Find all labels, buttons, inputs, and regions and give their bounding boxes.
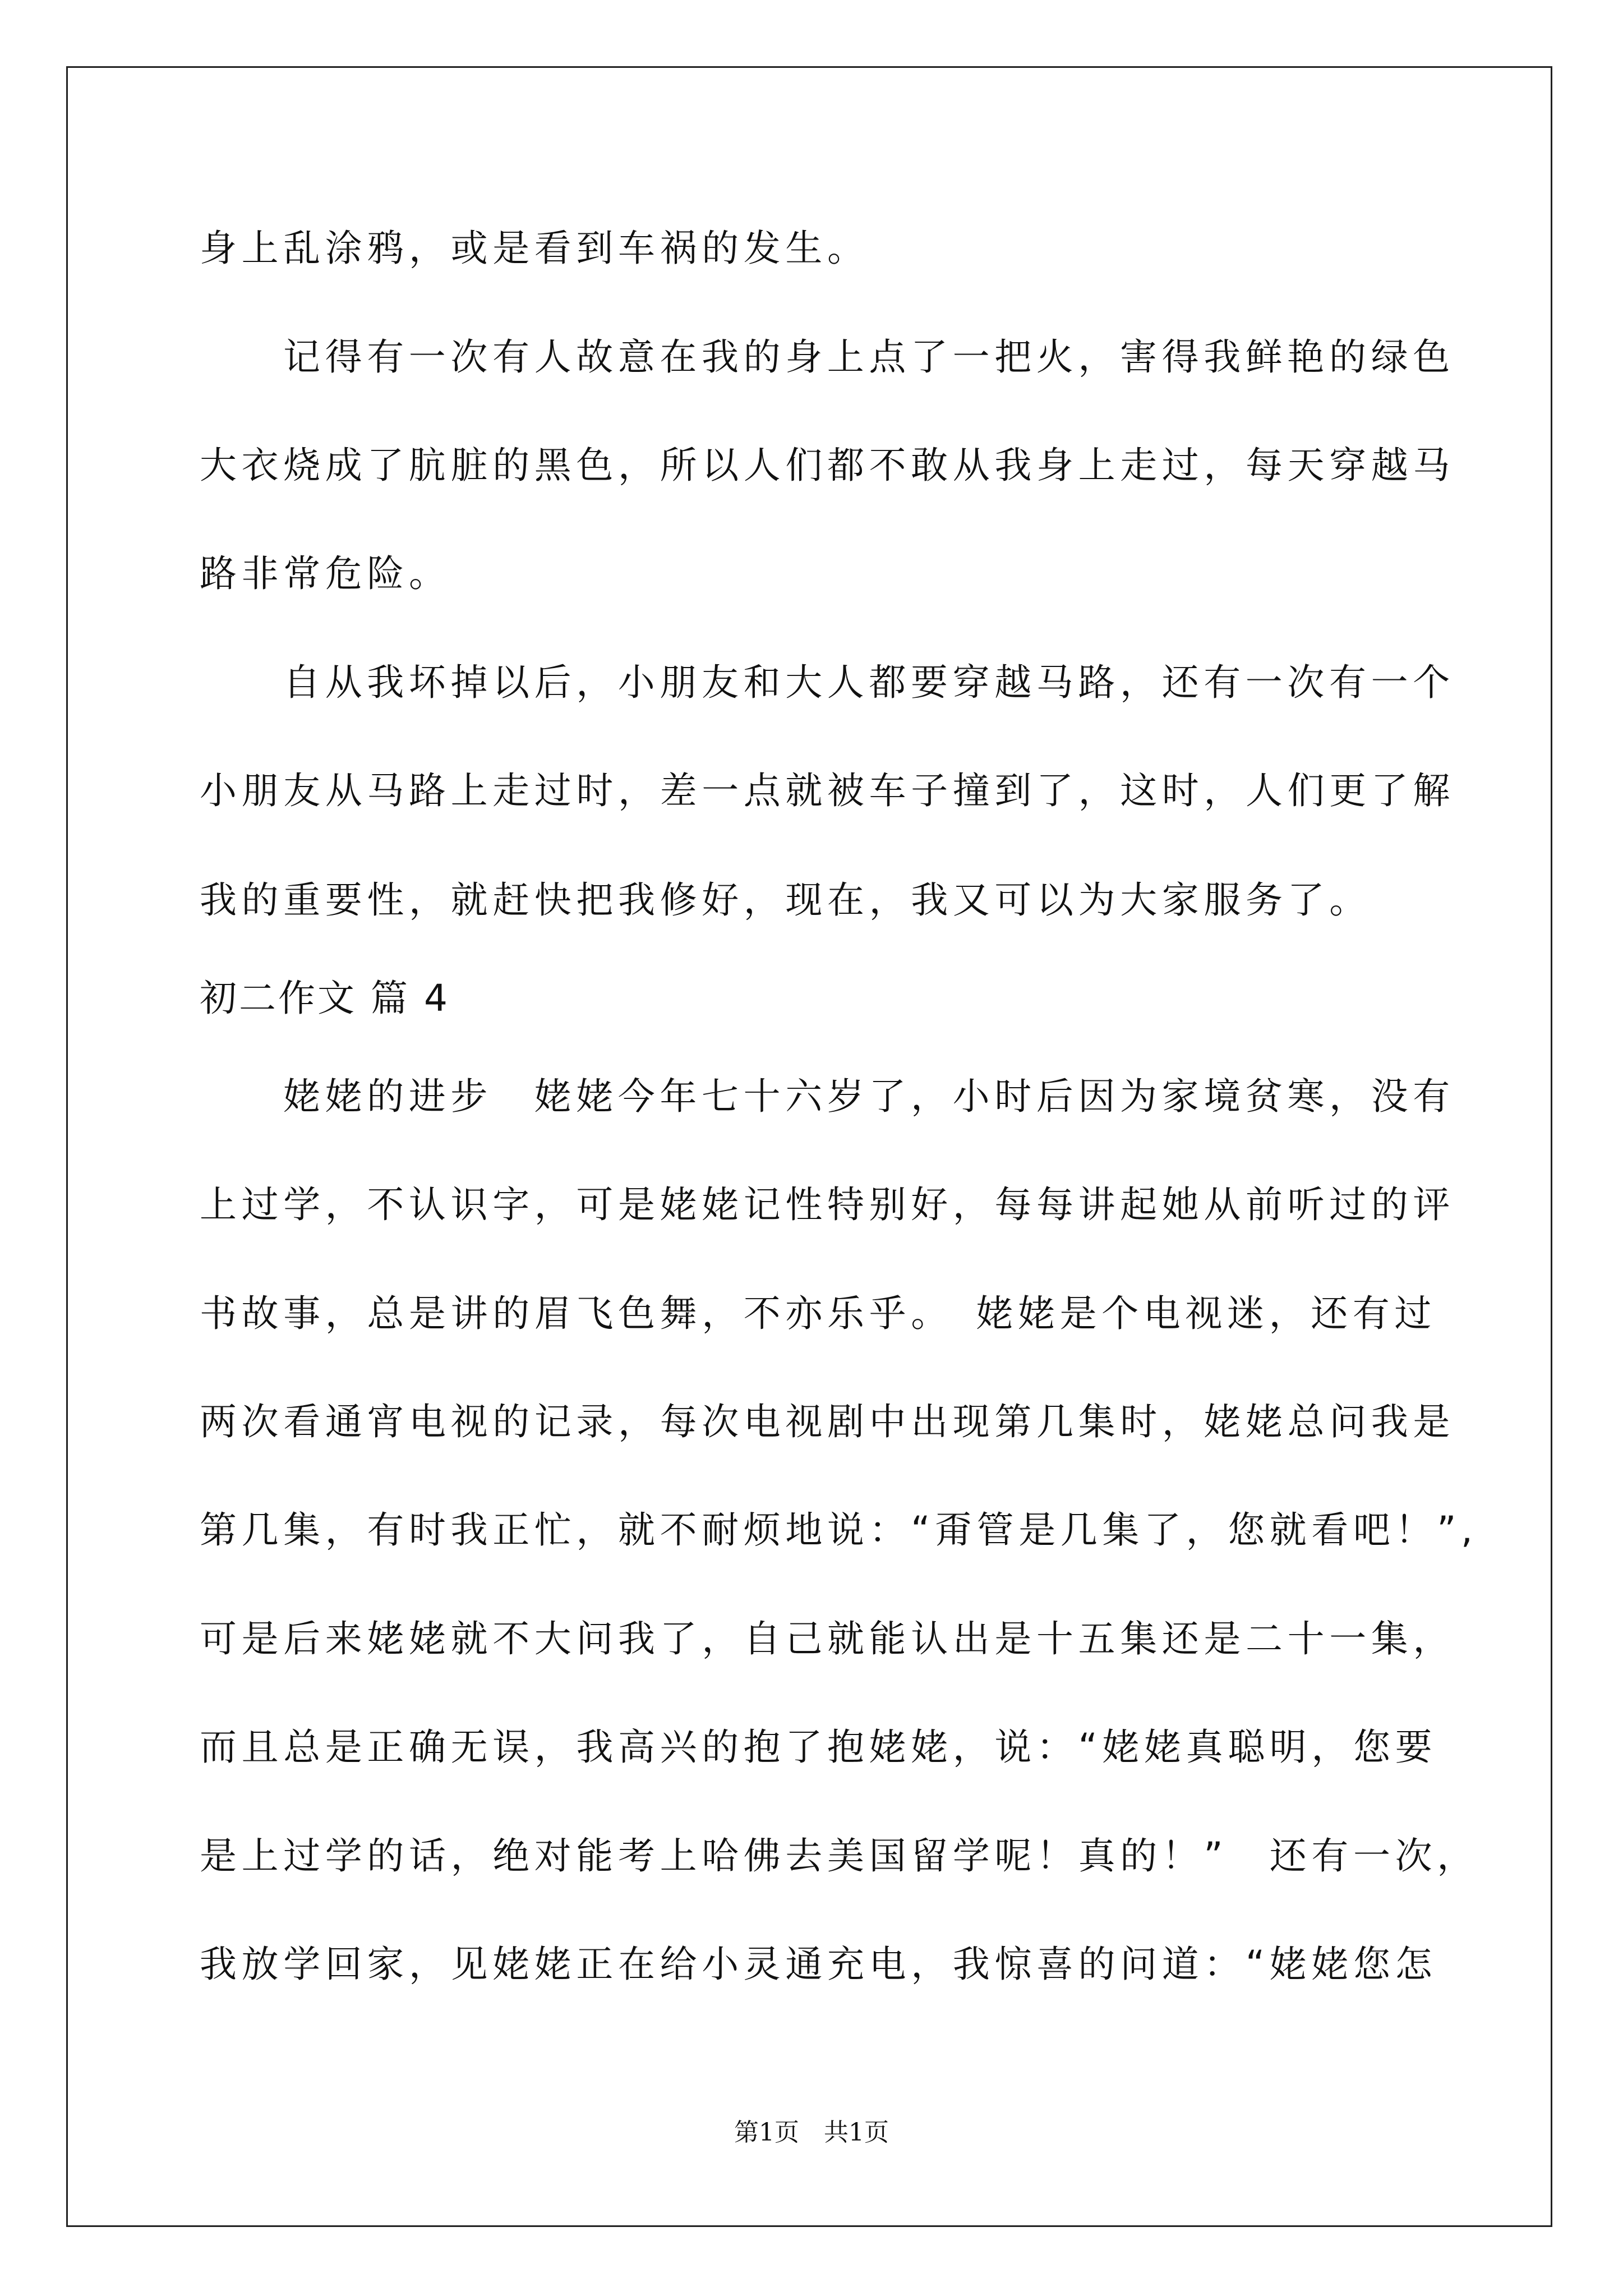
page-border [66, 66, 1552, 2227]
page-number-footer: 第1页 共1页 [734, 2118, 889, 2147]
text-line: 而且总是正确无误，我高兴的抱了抱姥姥，说：“姥姥真聪明，您要 [200, 1726, 1437, 1769]
text-line: 身上乱涂鸦，或是看到车祸的发生。 [200, 227, 869, 270]
text-line: 上过学，不认识字，可是姥姥记性特别好，每每讲起她从前听过的评 [200, 1183, 1455, 1226]
text-line: 自从我坏掉以后，小朋友和大人都要穿越马路，还有一次有一个 [283, 661, 1455, 704]
section-heading: 初二作文 篇 4 [200, 977, 450, 1020]
text-line: 大衣烧成了肮脏的黑色，所以人们都不敢从我身上走过，每天穿越马 [200, 444, 1455, 487]
text-line: 姥姥的进步 姥姥今年七十六岁了，小时后因为家境贫寒，没有 [283, 1075, 1455, 1118]
text-line: 可是后来姥姥就不大问我了，自己就能认出是十五集还是二十一集， [200, 1617, 1455, 1660]
text-line: 小朋友从马路上走过时，差一点就被车子撞到了，这时，人们更了解 [200, 769, 1455, 812]
text-line: 路非常危险。 [200, 552, 451, 595]
text-line: 两次看通宵电视的记录，每次电视剧中出现第几集时，姥姥总问我是 [200, 1400, 1455, 1443]
text-line: 第几集，有时我正忙，就不耐烦地说：“甭管是几集了，您就看吧！”, [200, 1508, 1478, 1552]
text-line: 记得有一次有人故意在我的身上点了一把火，害得我鲜艳的绿色 [283, 335, 1455, 379]
text-line: 书故事，总是讲的眉飞色舞，不亦乐乎。 姥姥是个电视迷，还有过 [200, 1292, 1436, 1335]
text-line: 是上过学的话，绝对能考上哈佛去美国留学呢！真的！” 还有一次， [200, 1834, 1479, 1878]
text-line: 我放学回家，见姥姥正在给小灵通充电，我惊喜的问道：“姥姥您怎 [200, 1943, 1437, 1986]
text-line: 我的重要性，就赶快把我修好，现在，我又可以为大家服务了。 [200, 878, 1371, 922]
